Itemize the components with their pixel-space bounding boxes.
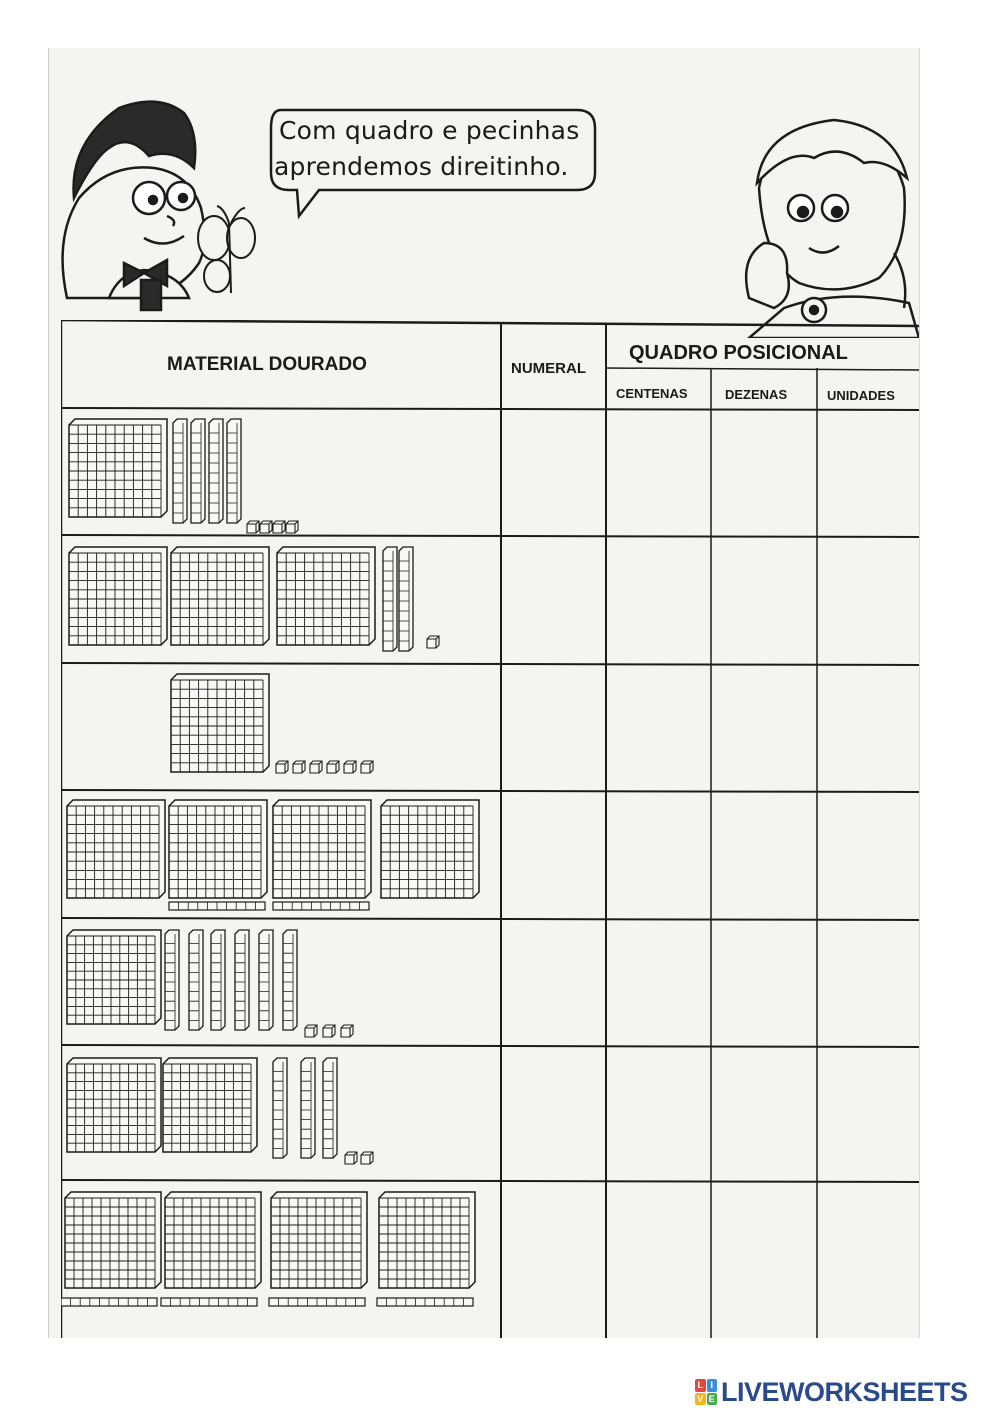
placa-centena: [271, 1192, 367, 1288]
placa-centena: [69, 419, 167, 517]
cubo-unidade: [344, 761, 356, 773]
placa-centena: [67, 930, 161, 1024]
cubo-unidade: [273, 521, 285, 533]
worksheet-page: [48, 48, 920, 1338]
placa-centena: [273, 800, 371, 898]
answer-dezenas-row-3[interactable]: [714, 665, 816, 790]
answer-centenas-row-5[interactable]: [609, 920, 710, 1045]
barra-dezena: [209, 419, 223, 523]
liveworksheets-brand: [695, 1378, 968, 1406]
characters-illustration: [49, 48, 919, 338]
cubo-unidade: [361, 761, 373, 773]
answer-centenas-row-4[interactable]: [609, 792, 710, 918]
logo-letter: I: [707, 1379, 718, 1392]
butterfly-icon: [198, 206, 255, 293]
answer-dezenas-row-5[interactable]: [714, 920, 816, 1045]
liveworksheets-logo-icon: [695, 1379, 717, 1405]
answer-centenas-row-7[interactable]: [609, 1182, 710, 1338]
cubo-unidade: [260, 521, 272, 533]
barra-dezena: [273, 1058, 287, 1158]
header-dezenas: DEZENAS: [725, 387, 788, 402]
placa-centena: [67, 800, 165, 898]
barra-dezena: [399, 547, 413, 651]
girl-character: [746, 120, 919, 338]
placa-centena: [171, 547, 269, 645]
placa-centena: [65, 1192, 161, 1288]
cubo-unidade: [276, 761, 288, 773]
cubo-unidade: [286, 521, 298, 533]
boy-character: [63, 102, 205, 310]
barra-dezena: [165, 930, 179, 1030]
cubo-unidade: [247, 521, 259, 533]
barra-dezena: [189, 930, 203, 1030]
answer-dezenas-row-4[interactable]: [714, 792, 816, 918]
cubo-unidade: [310, 761, 322, 773]
answer-numeral-row-4[interactable]: [504, 792, 605, 918]
answer-numeral-row-7[interactable]: [504, 1182, 605, 1338]
cubo-unidade: [293, 761, 305, 773]
placa-centena: [381, 800, 479, 898]
placa-centena: [165, 1192, 261, 1288]
header-material-dourado: MATERIAL DOURADO: [167, 354, 367, 375]
placa-centena: [163, 1058, 257, 1152]
placa-centena: [67, 1058, 161, 1152]
header-quadro-posicional: QUADRO POSICIONAL: [629, 342, 848, 364]
barra-dezena: [383, 547, 397, 651]
answer-unidades-row-3[interactable]: [820, 665, 918, 790]
barra-dezena: [211, 930, 225, 1030]
cubo-unidade: [305, 1025, 317, 1037]
logo-letter: L: [695, 1379, 706, 1392]
cubo-unidade: [361, 1152, 373, 1164]
placa-centena: [171, 674, 269, 772]
answer-centenas-row-1[interactable]: [609, 410, 710, 535]
answer-centenas-row-3[interactable]: [609, 665, 710, 790]
answer-unidades-row-4[interactable]: [820, 792, 918, 918]
logo-letter: E: [707, 1393, 718, 1406]
answer-numeral-row-5[interactable]: [504, 920, 605, 1045]
cubo-unidade: [345, 1152, 357, 1164]
answer-centenas-row-6[interactable]: [609, 1047, 710, 1180]
answer-dezenas-row-6[interactable]: [714, 1047, 816, 1180]
answer-numeral-row-6[interactable]: [504, 1047, 605, 1180]
answer-unidades-row-1[interactable]: [820, 410, 918, 535]
answer-dezenas-row-7[interactable]: [714, 1182, 816, 1338]
cubo-unidade: [427, 636, 439, 648]
answer-numeral-row-1[interactable]: [504, 410, 605, 535]
barra-dezena: [301, 1058, 315, 1158]
answer-unidades-row-2[interactable]: [820, 537, 918, 663]
speech-bubble-line-2: aprendemos direitinho.: [274, 152, 569, 181]
answer-dezenas-row-1[interactable]: [714, 410, 816, 535]
answer-unidades-row-6[interactable]: [820, 1047, 918, 1180]
placa-centena: [169, 800, 267, 898]
barra-dezena: [283, 930, 297, 1030]
logo-letter: V: [695, 1393, 706, 1406]
barra-dezena: [227, 419, 241, 523]
answer-numeral-row-3[interactable]: [504, 665, 605, 790]
header-centenas: CENTENAS: [616, 386, 688, 401]
cubo-unidade: [323, 1025, 335, 1037]
speech-bubble-line-1: Com quadro e pecinhas: [279, 116, 580, 145]
answer-centenas-row-2[interactable]: [609, 537, 710, 663]
place-value-table: [61, 320, 919, 1338]
answer-unidades-row-7[interactable]: [820, 1182, 918, 1338]
header-numeral: NUMERAL: [511, 360, 586, 377]
cubo-unidade: [341, 1025, 353, 1037]
placa-centena: [277, 547, 375, 645]
answer-unidades-row-5[interactable]: [820, 920, 918, 1045]
barra-dezena: [323, 1058, 337, 1158]
placa-centena: [69, 547, 167, 645]
cubo-unidade: [327, 761, 339, 773]
barra-dezena: [191, 419, 205, 523]
barra-dezena: [259, 930, 273, 1030]
table-top-border: [61, 320, 919, 326]
brand-name: LIVEWORKSHEETS: [721, 1376, 968, 1407]
answer-dezenas-row-2[interactable]: [714, 537, 816, 663]
barra-dezena: [173, 419, 187, 523]
barra-dezena: [235, 930, 249, 1030]
header-unidades: UNIDADES: [827, 388, 895, 403]
placa-centena: [379, 1192, 475, 1288]
answer-numeral-row-2[interactable]: [504, 537, 605, 663]
subheader-line: [606, 368, 919, 370]
